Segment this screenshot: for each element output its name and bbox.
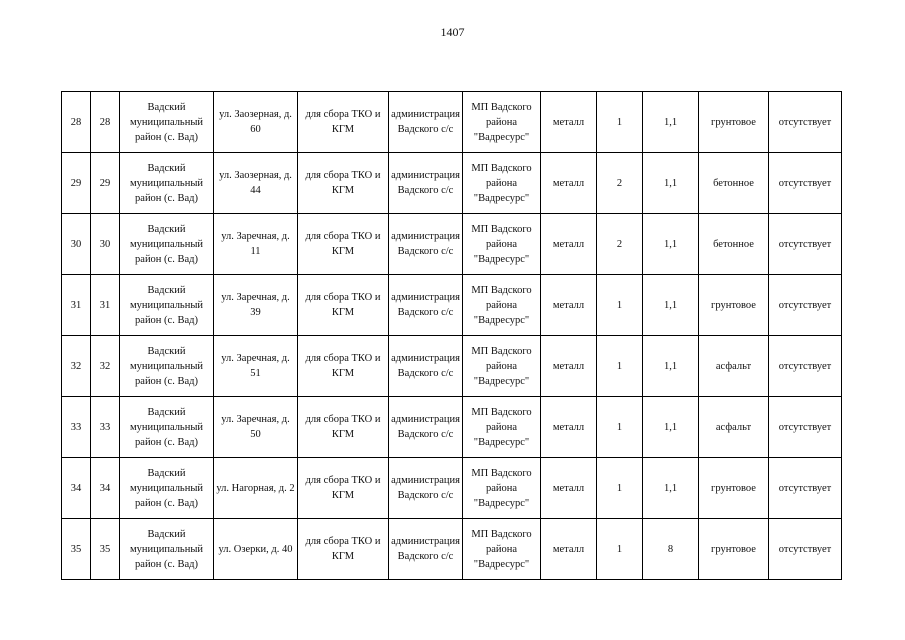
cell-owner: администрация Вадского с/с <box>389 92 463 153</box>
cell-container-material: металл <box>541 336 597 397</box>
cell-operator: МП Вадского района "Вадресурс" <box>463 336 541 397</box>
cell-fence: отсутствует <box>769 214 842 275</box>
cell-surface-type: бетонное <box>699 153 769 214</box>
cell-site-number: 35 <box>91 519 120 580</box>
cell-fence: отсутствует <box>769 519 842 580</box>
cell-owner: администрация Вадского с/с <box>389 336 463 397</box>
cell-address: ул. Заречная, д. 50 <box>214 397 298 458</box>
cell-purpose: для сбора ТКО и КГМ <box>298 153 389 214</box>
cell-site-number: 28 <box>91 92 120 153</box>
cell-district: Вадский муниципальный район (с. Вад) <box>120 519 214 580</box>
cell-owner: администрация Вадского с/с <box>389 214 463 275</box>
cell-district: Вадский муниципальный район (с. Вад) <box>120 153 214 214</box>
cell-container-count: 1 <box>597 458 643 519</box>
cell-surface-type: грунтовое <box>699 519 769 580</box>
cell-container-material: металл <box>541 153 597 214</box>
cell-operator: МП Вадского района "Вадресурс" <box>463 397 541 458</box>
cell-container-volume: 8 <box>643 519 699 580</box>
table-row <box>62 92 842 153</box>
cell-operator: МП Вадского района "Вадресурс" <box>463 153 541 214</box>
cell-container-material: металл <box>541 397 597 458</box>
cell-owner: администрация Вадского с/с <box>389 397 463 458</box>
cell-container-material: металл <box>541 519 597 580</box>
cell-address: ул. Заречная, д. 39 <box>214 275 298 336</box>
cell-owner: администрация Вадского с/с <box>389 519 463 580</box>
cell-container-count: 2 <box>597 153 643 214</box>
table-row <box>62 214 842 275</box>
cell-row-number: 32 <box>62 336 91 397</box>
cell-surface-type: грунтовое <box>699 275 769 336</box>
cell-operator: МП Вадского района "Вадресурс" <box>463 458 541 519</box>
cell-surface-type: бетонное <box>699 214 769 275</box>
cell-site-number: 30 <box>91 214 120 275</box>
cell-row-number: 35 <box>62 519 91 580</box>
page-number: 1407 <box>440 25 465 39</box>
cell-district: Вадский муниципальный район (с. Вад) <box>120 92 214 153</box>
cell-container-material: металл <box>541 214 597 275</box>
cell-operator: МП Вадского района "Вадресурс" <box>463 275 541 336</box>
cell-address: ул. Заозерная, д. 44 <box>214 153 298 214</box>
cell-owner: администрация Вадского с/с <box>389 153 463 214</box>
cell-purpose: для сбора ТКО и КГМ <box>298 458 389 519</box>
cell-surface-type: асфальт <box>699 397 769 458</box>
cell-operator: МП Вадского района "Вадресурс" <box>463 214 541 275</box>
cell-purpose: для сбора ТКО и КГМ <box>298 214 389 275</box>
cell-purpose: для сбора ТКО и КГМ <box>298 397 389 458</box>
cell-address: ул. Заречная, д. 11 <box>214 214 298 275</box>
table-body <box>62 92 842 580</box>
cell-fence: отсутствует <box>769 275 842 336</box>
cell-row-number: 33 <box>62 397 91 458</box>
cell-owner: администрация Вадского с/с <box>389 458 463 519</box>
cell-row-number: 28 <box>62 92 91 153</box>
cell-container-count: 1 <box>597 336 643 397</box>
cell-container-volume: 1,1 <box>643 397 699 458</box>
cell-address: ул. Заречная, д. 51 <box>214 336 298 397</box>
table-row <box>62 519 842 580</box>
cell-site-number: 34 <box>91 458 120 519</box>
cell-container-count: 2 <box>597 214 643 275</box>
cell-container-count: 1 <box>597 275 643 336</box>
cell-surface-type: асфальт <box>699 336 769 397</box>
cell-surface-type: грунтовое <box>699 92 769 153</box>
cell-address: ул. Озерки, д. 40 <box>214 519 298 580</box>
cell-row-number: 31 <box>62 275 91 336</box>
cell-container-volume: 1,1 <box>643 458 699 519</box>
cell-address: ул. Нагорная, д. 2 <box>214 458 298 519</box>
table-row <box>62 153 842 214</box>
cell-operator: МП Вадского района "Вадресурс" <box>463 519 541 580</box>
cell-container-material: металл <box>541 92 597 153</box>
cell-site-number: 29 <box>91 153 120 214</box>
cell-site-number: 33 <box>91 397 120 458</box>
table-row <box>62 275 842 336</box>
waste-sites-table <box>61 91 842 580</box>
cell-container-volume: 1,1 <box>643 336 699 397</box>
cell-container-material: металл <box>541 275 597 336</box>
cell-site-number: 32 <box>91 336 120 397</box>
table-row <box>62 458 842 519</box>
cell-fence: отсутствует <box>769 153 842 214</box>
table-row <box>62 397 842 458</box>
cell-site-number: 31 <box>91 275 120 336</box>
cell-container-volume: 1,1 <box>643 92 699 153</box>
cell-purpose: для сбора ТКО и КГМ <box>298 92 389 153</box>
cell-operator: МП Вадского района "Вадресурс" <box>463 92 541 153</box>
cell-district: Вадский муниципальный район (с. Вад) <box>120 275 214 336</box>
cell-fence: отсутствует <box>769 92 842 153</box>
cell-row-number: 30 <box>62 214 91 275</box>
cell-fence: отсутствует <box>769 397 842 458</box>
cell-district: Вадский муниципальный район (с. Вад) <box>120 214 214 275</box>
cell-container-count: 1 <box>597 397 643 458</box>
cell-district: Вадский муниципальный район (с. Вад) <box>120 458 214 519</box>
cell-purpose: для сбора ТКО и КГМ <box>298 336 389 397</box>
table-row <box>62 336 842 397</box>
cell-owner: администрация Вадского с/с <box>389 275 463 336</box>
cell-container-volume: 1,1 <box>643 275 699 336</box>
cell-surface-type: грунтовое <box>699 458 769 519</box>
cell-purpose: для сбора ТКО и КГМ <box>298 275 389 336</box>
cell-container-volume: 1,1 <box>643 153 699 214</box>
cell-container-volume: 1,1 <box>643 214 699 275</box>
cell-row-number: 34 <box>62 458 91 519</box>
cell-container-count: 1 <box>597 92 643 153</box>
cell-address: ул. Заозерная, д. 60 <box>214 92 298 153</box>
cell-container-count: 1 <box>597 519 643 580</box>
cell-row-number: 29 <box>62 153 91 214</box>
cell-district: Вадский муниципальный район (с. Вад) <box>120 397 214 458</box>
cell-fence: отсутствует <box>769 336 842 397</box>
cell-fence: отсутствует <box>769 458 842 519</box>
cell-district: Вадский муниципальный район (с. Вад) <box>120 336 214 397</box>
cell-purpose: для сбора ТКО и КГМ <box>298 519 389 580</box>
cell-container-material: металл <box>541 458 597 519</box>
